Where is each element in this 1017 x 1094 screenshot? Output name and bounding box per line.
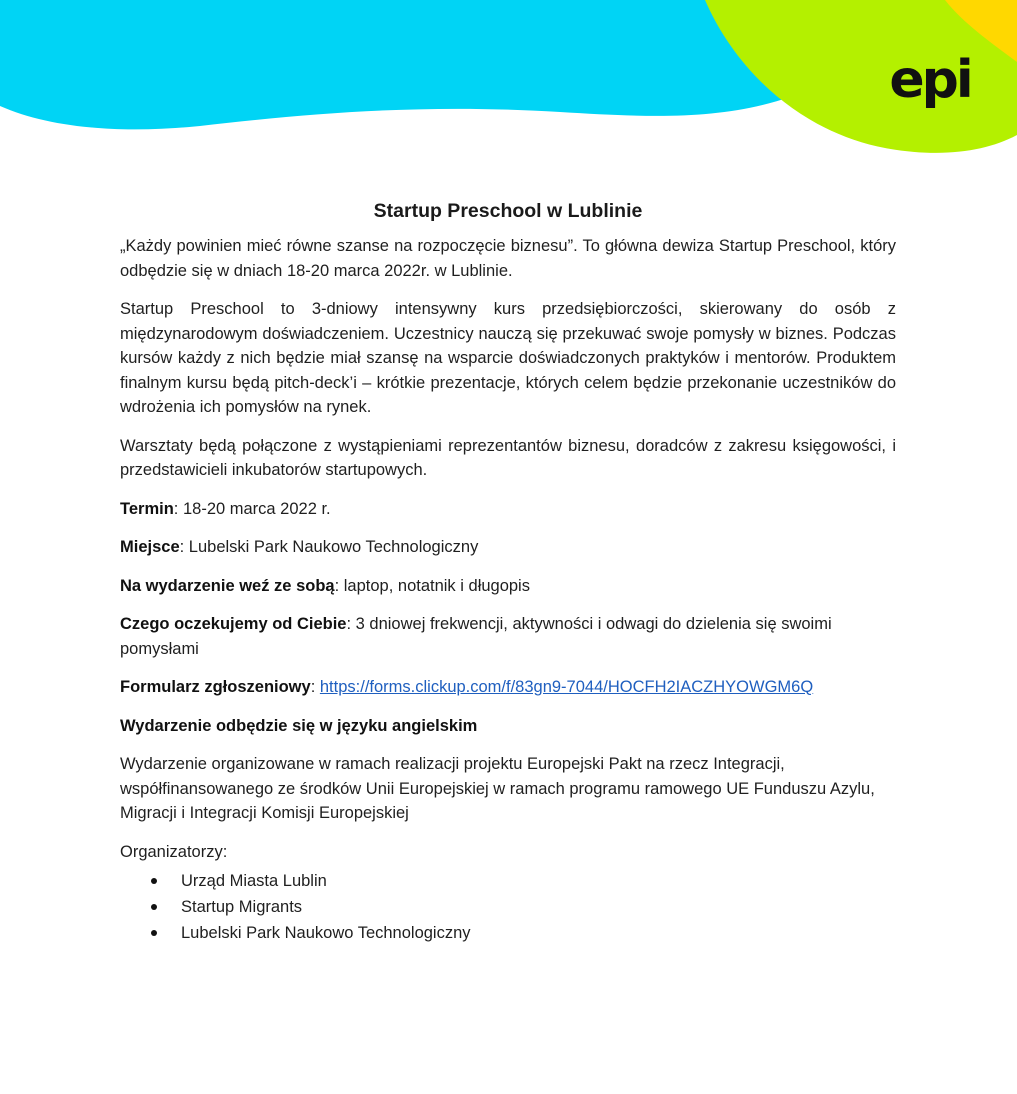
form-field: [120, 675, 896, 700]
bring-label: Na wydarzenie weź ze sobą: [120, 576, 335, 595]
miejsce-value: : Lubelski Park Naukowo Technologiczny: [179, 538, 479, 556]
funding-note: Wydarzenie organizowane w ramach realizacji projektu Europejski Pakt na rzecz Integracji, współfinansowanego ze środków Unii Europejskiej w ramach programu ramowego UE Funduszu Azylu, Migracji i Integracji Komisji Europejskiej: [120, 755, 875, 822]
organizers-list: [120, 868, 896, 946]
organizer-item: [181, 868, 896, 894]
organizer-name: Lubelski Park Naukowo Technologiczny: [181, 924, 471, 942]
termin-value: : 18-20 marca 2022 r.: [173, 499, 331, 518]
bring-field: [120, 574, 896, 599]
organizers-label: Organizatorzy:: [120, 842, 228, 861]
language-note: Wydarzenie odbędzie się w języku angielskim: [120, 716, 478, 735]
form-separator: :: [310, 678, 320, 696]
header-decoration: [0, 0, 1017, 200]
miejsce-field: [120, 535, 896, 560]
workshops-paragraph: Warsztaty będą połączone z wystąpieniami reprezentantów biznesu, doradców z zakresu księgowości, i przedstawicieli inkubatorów startupowych.: [120, 436, 896, 479]
miejsce-label: Miejsce: [120, 538, 180, 556]
document-body: [120, 196, 896, 946]
organizer-item: [181, 920, 896, 946]
epi-logo: epi: [889, 50, 971, 110]
organizer-name: Urząd Miasta Lublin: [181, 872, 327, 890]
form-label: Formularz zgłoszeniowy: [120, 678, 311, 696]
bullet-icon: [151, 930, 157, 936]
bring-value: : laptop, notatnik i długopis: [334, 576, 530, 595]
termin-field: [120, 497, 896, 522]
document-title: Startup Preschool w Lublinie: [373, 200, 643, 222]
bullet-icon: [151, 904, 157, 910]
bullet-icon: [151, 878, 157, 884]
intro-paragraph: „Każdy powinien mieć równe szanse na rozpoczęcie biznesu”. To główna dewiza Startup Preschool, który odbędzie się w dniach 18-20 marca 2022r. w Lublinie.: [120, 237, 896, 280]
registration-form-link[interactable]: https://forms.clickup.com/f/83gn9-7044/HOCFH2IACZHYOWGM6Q: [319, 678, 814, 696]
description-paragraph: Startup Preschool to 3-dniowy intensywny kurs przedsiębiorczości, skierowany do osób z międzynarodowym doświadczeniem. Uczestnicy nauczą się przekuwać swoje pomysły w biznes. Podczas kursów każdy z nich będzie miał szansę na wsparcie doświadczonych praktyków i mentorów. Produktem finalnym kursu będą pitch-deck’i – krótkie prezentacje, których celem będzie przekonanie uczestników do wdrożenia ich pomysłów na rynek.: [120, 300, 896, 416]
organizer-name: Startup Migrants: [181, 898, 303, 916]
termin-label: Termin: [120, 499, 174, 518]
expect-value: : 3 dniowej frekwencji, aktywności i odwagi do dzielenia się swoimi pomysłami: [120, 615, 832, 658]
organizer-item: [181, 894, 896, 920]
expect-label: Czego oczekujemy od Ciebie: [120, 615, 347, 633]
expect-field: [120, 612, 896, 661]
